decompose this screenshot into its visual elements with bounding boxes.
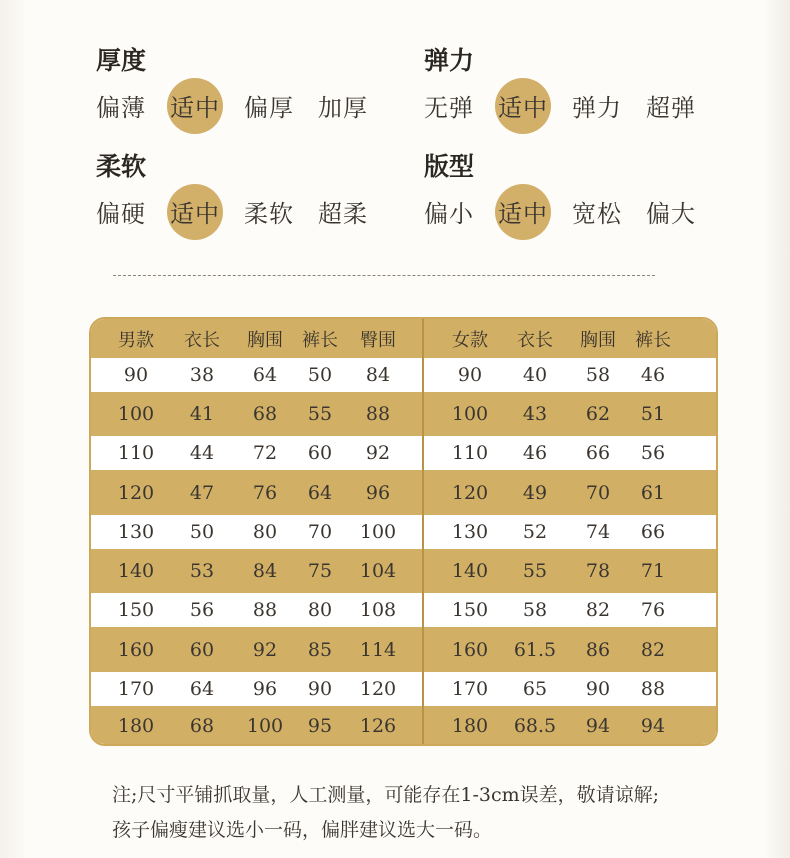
table-cell: 130 — [451, 521, 489, 543]
table-cell: 61 — [640, 481, 666, 504]
table-cell: 150 — [451, 599, 489, 621]
table-cell: 70 — [307, 521, 333, 543]
attr-title: 弹力 — [424, 46, 475, 75]
attr-options — [96, 196, 392, 232]
table-cell: 66 — [640, 521, 666, 543]
attr-option-label: 适中 — [498, 94, 548, 122]
table-cell: 64 — [252, 364, 278, 386]
table-cell: 58 — [585, 364, 611, 386]
table-row — [91, 436, 716, 470]
attr-options — [96, 90, 392, 126]
table-cell: 84 — [365, 364, 391, 386]
table-cell: 180 — [451, 715, 489, 737]
table-row — [91, 470, 716, 515]
attr-option-selected — [498, 90, 572, 126]
table-cell: 96 — [252, 678, 278, 700]
attr-option — [646, 196, 720, 232]
table-cell: 56 — [640, 442, 666, 464]
table-cell: 80 — [307, 599, 333, 621]
attr-option-label: 适中 — [170, 94, 220, 122]
table-cell: 68 — [252, 403, 278, 425]
table-cell: 170 — [117, 678, 155, 700]
table-cell: 男款 — [118, 329, 154, 351]
attr-option — [572, 90, 646, 126]
table-cell: 120 — [451, 481, 489, 504]
table-cell: 104 — [359, 560, 397, 582]
table-cell: 40 — [522, 364, 548, 386]
table-cell: 88 — [365, 403, 391, 425]
attr-option-label: 无弹 — [424, 94, 474, 122]
table-row — [91, 549, 716, 593]
attr-option-label: 偏厚 — [244, 94, 294, 122]
left-border-decoration — [0, 0, 24, 858]
table-cell: 100 — [359, 521, 397, 543]
table-cell: 68 — [189, 715, 215, 737]
table-row — [91, 358, 716, 392]
table-cell: 60 — [189, 638, 215, 661]
table-cell: 90 — [123, 364, 149, 386]
attr-option — [96, 90, 170, 126]
attr-group-softness — [96, 150, 392, 232]
attr-option-label: 超弹 — [646, 94, 696, 122]
attr-option-label: 适中 — [170, 200, 220, 228]
table-cell: 53 — [189, 560, 215, 582]
table-cell: 胸围 — [580, 329, 616, 351]
table-cell: 女款 — [452, 329, 488, 351]
table-cell: 95 — [307, 715, 333, 737]
table-cell: 38 — [189, 364, 215, 386]
table-cell: 150 — [117, 599, 155, 621]
table-cell: 64 — [189, 678, 215, 700]
table-cell: 110 — [451, 442, 489, 464]
attr-option-selected — [170, 196, 244, 232]
table-cell: 62 — [585, 403, 611, 425]
table-cell: 92 — [252, 638, 278, 661]
table-row — [91, 593, 716, 627]
table-cell: 100 — [246, 715, 284, 737]
table-cell: 71 — [640, 560, 666, 582]
table-row — [91, 706, 716, 746]
table-cell: 140 — [451, 560, 489, 582]
size-note-line-2: 孩子偏瘦建议选小一码，偏胖建议选大一码。 — [112, 819, 493, 841]
attr-option-label: 超柔 — [318, 200, 368, 228]
table-cell: 臀围 — [360, 329, 396, 351]
table-cell: 78 — [585, 560, 611, 582]
attr-option-selected — [498, 196, 572, 232]
table-cell: 70 — [585, 481, 611, 504]
table-cell: 50 — [307, 364, 333, 386]
attr-option-label: 加厚 — [318, 94, 368, 122]
table-cell: 61.5 — [513, 638, 557, 661]
attr-option — [244, 196, 318, 232]
table-cell: 86 — [585, 638, 611, 661]
attr-options — [424, 90, 720, 126]
table-cell: 58 — [522, 599, 548, 621]
attr-option — [244, 90, 318, 126]
table-cell: 160 — [451, 638, 489, 661]
attr-option — [424, 90, 498, 126]
table-cell: 46 — [522, 442, 548, 464]
table-cell: 82 — [585, 599, 611, 621]
attr-option — [424, 196, 498, 232]
table-cell: 126 — [359, 715, 397, 737]
attr-options — [424, 196, 720, 232]
table-cell: 90 — [585, 678, 611, 700]
attr-option-label: 适中 — [498, 200, 548, 228]
table-cell: 49 — [522, 481, 548, 504]
size-note-line-1: 注;尺寸平铺抓取量，人工测量，可能存在1-3cm误差，敬请谅解; — [112, 784, 660, 806]
table-cell: 55 — [522, 560, 548, 582]
table-cell: 94 — [585, 715, 611, 737]
table-cell: 90 — [457, 364, 483, 386]
table-cell: 76 — [640, 599, 666, 621]
attr-group-thickness — [96, 44, 392, 126]
dashed-divider — [113, 275, 655, 276]
table-cell: 47 — [189, 481, 215, 504]
attr-option-label: 柔软 — [244, 200, 294, 228]
table-cell: 114 — [359, 638, 397, 661]
attr-option-label: 偏薄 — [96, 94, 146, 122]
attr-group-fit — [424, 150, 720, 232]
table-cell: 88 — [640, 678, 666, 700]
attr-option — [572, 196, 646, 232]
table-cell: 100 — [451, 403, 489, 425]
table-cell: 76 — [252, 481, 278, 504]
table-cell: 衣长 — [517, 329, 553, 351]
table-cell: 94 — [640, 715, 666, 737]
table-row — [91, 672, 716, 706]
attr-option — [318, 196, 392, 232]
table-cell: 130 — [117, 521, 155, 543]
table-row — [91, 515, 716, 549]
table-cell: 裤长 — [635, 329, 671, 351]
table-cell: 170 — [451, 678, 489, 700]
size-chart-table — [89, 317, 718, 746]
attr-option — [96, 196, 170, 232]
table-cell: 96 — [365, 481, 391, 504]
table-cell: 82 — [640, 638, 666, 661]
table-cell: 65 — [522, 678, 548, 700]
table-cell: 51 — [640, 403, 666, 425]
table-cell: 60 — [307, 442, 333, 464]
table-cell: 90 — [307, 678, 333, 700]
table-cell: 68.5 — [513, 715, 557, 737]
table-cell: 56 — [189, 599, 215, 621]
table-cell: 43 — [522, 403, 548, 425]
attr-title: 柔软 — [96, 152, 147, 181]
table-cell: 120 — [359, 678, 397, 700]
table-cell: 180 — [117, 715, 155, 737]
table-row — [91, 392, 716, 436]
attr-option — [318, 90, 392, 126]
table-cell: 41 — [189, 403, 215, 425]
table-cell: 55 — [307, 403, 333, 425]
table-cell: 50 — [189, 521, 215, 543]
table-cell: 100 — [117, 403, 155, 425]
table-cell: 75 — [307, 560, 333, 582]
table-cell: 44 — [189, 442, 215, 464]
attr-option-label: 偏大 — [646, 200, 696, 228]
attr-option-label: 宽松 — [572, 200, 622, 228]
table-cell: 74 — [585, 521, 611, 543]
table-cell: 衣长 — [184, 329, 220, 351]
attr-option — [646, 90, 720, 126]
table-cell: 110 — [117, 442, 155, 464]
table-cell: 52 — [522, 521, 548, 543]
table-header-row — [91, 319, 716, 358]
table-cell: 64 — [307, 481, 333, 504]
table-cell: 88 — [252, 599, 278, 621]
table-cell: 80 — [252, 521, 278, 543]
table-cell: 66 — [585, 442, 611, 464]
attr-option-label: 偏小 — [424, 200, 474, 228]
table-cell: 140 — [117, 560, 155, 582]
table-cell: 92 — [365, 442, 391, 464]
attr-title: 版型 — [424, 152, 475, 181]
attr-option-selected — [170, 90, 244, 126]
right-border-decoration — [766, 0, 790, 858]
attr-option-label: 弹力 — [572, 94, 622, 122]
table-cell: 120 — [117, 481, 155, 504]
attr-option-label: 偏硬 — [96, 200, 146, 228]
table-divider-line — [422, 319, 424, 744]
table-cell: 85 — [307, 638, 333, 661]
table-cell: 108 — [359, 599, 397, 621]
table-cell: 160 — [117, 638, 155, 661]
table-cell: 72 — [252, 442, 278, 464]
attr-group-elasticity — [424, 44, 720, 126]
table-cell: 裤长 — [302, 329, 338, 351]
table-cell: 46 — [640, 364, 666, 386]
table-cell: 胸围 — [247, 329, 283, 351]
table-cell: 84 — [252, 560, 278, 582]
table-row — [91, 627, 716, 672]
attr-title: 厚度 — [96, 46, 147, 75]
